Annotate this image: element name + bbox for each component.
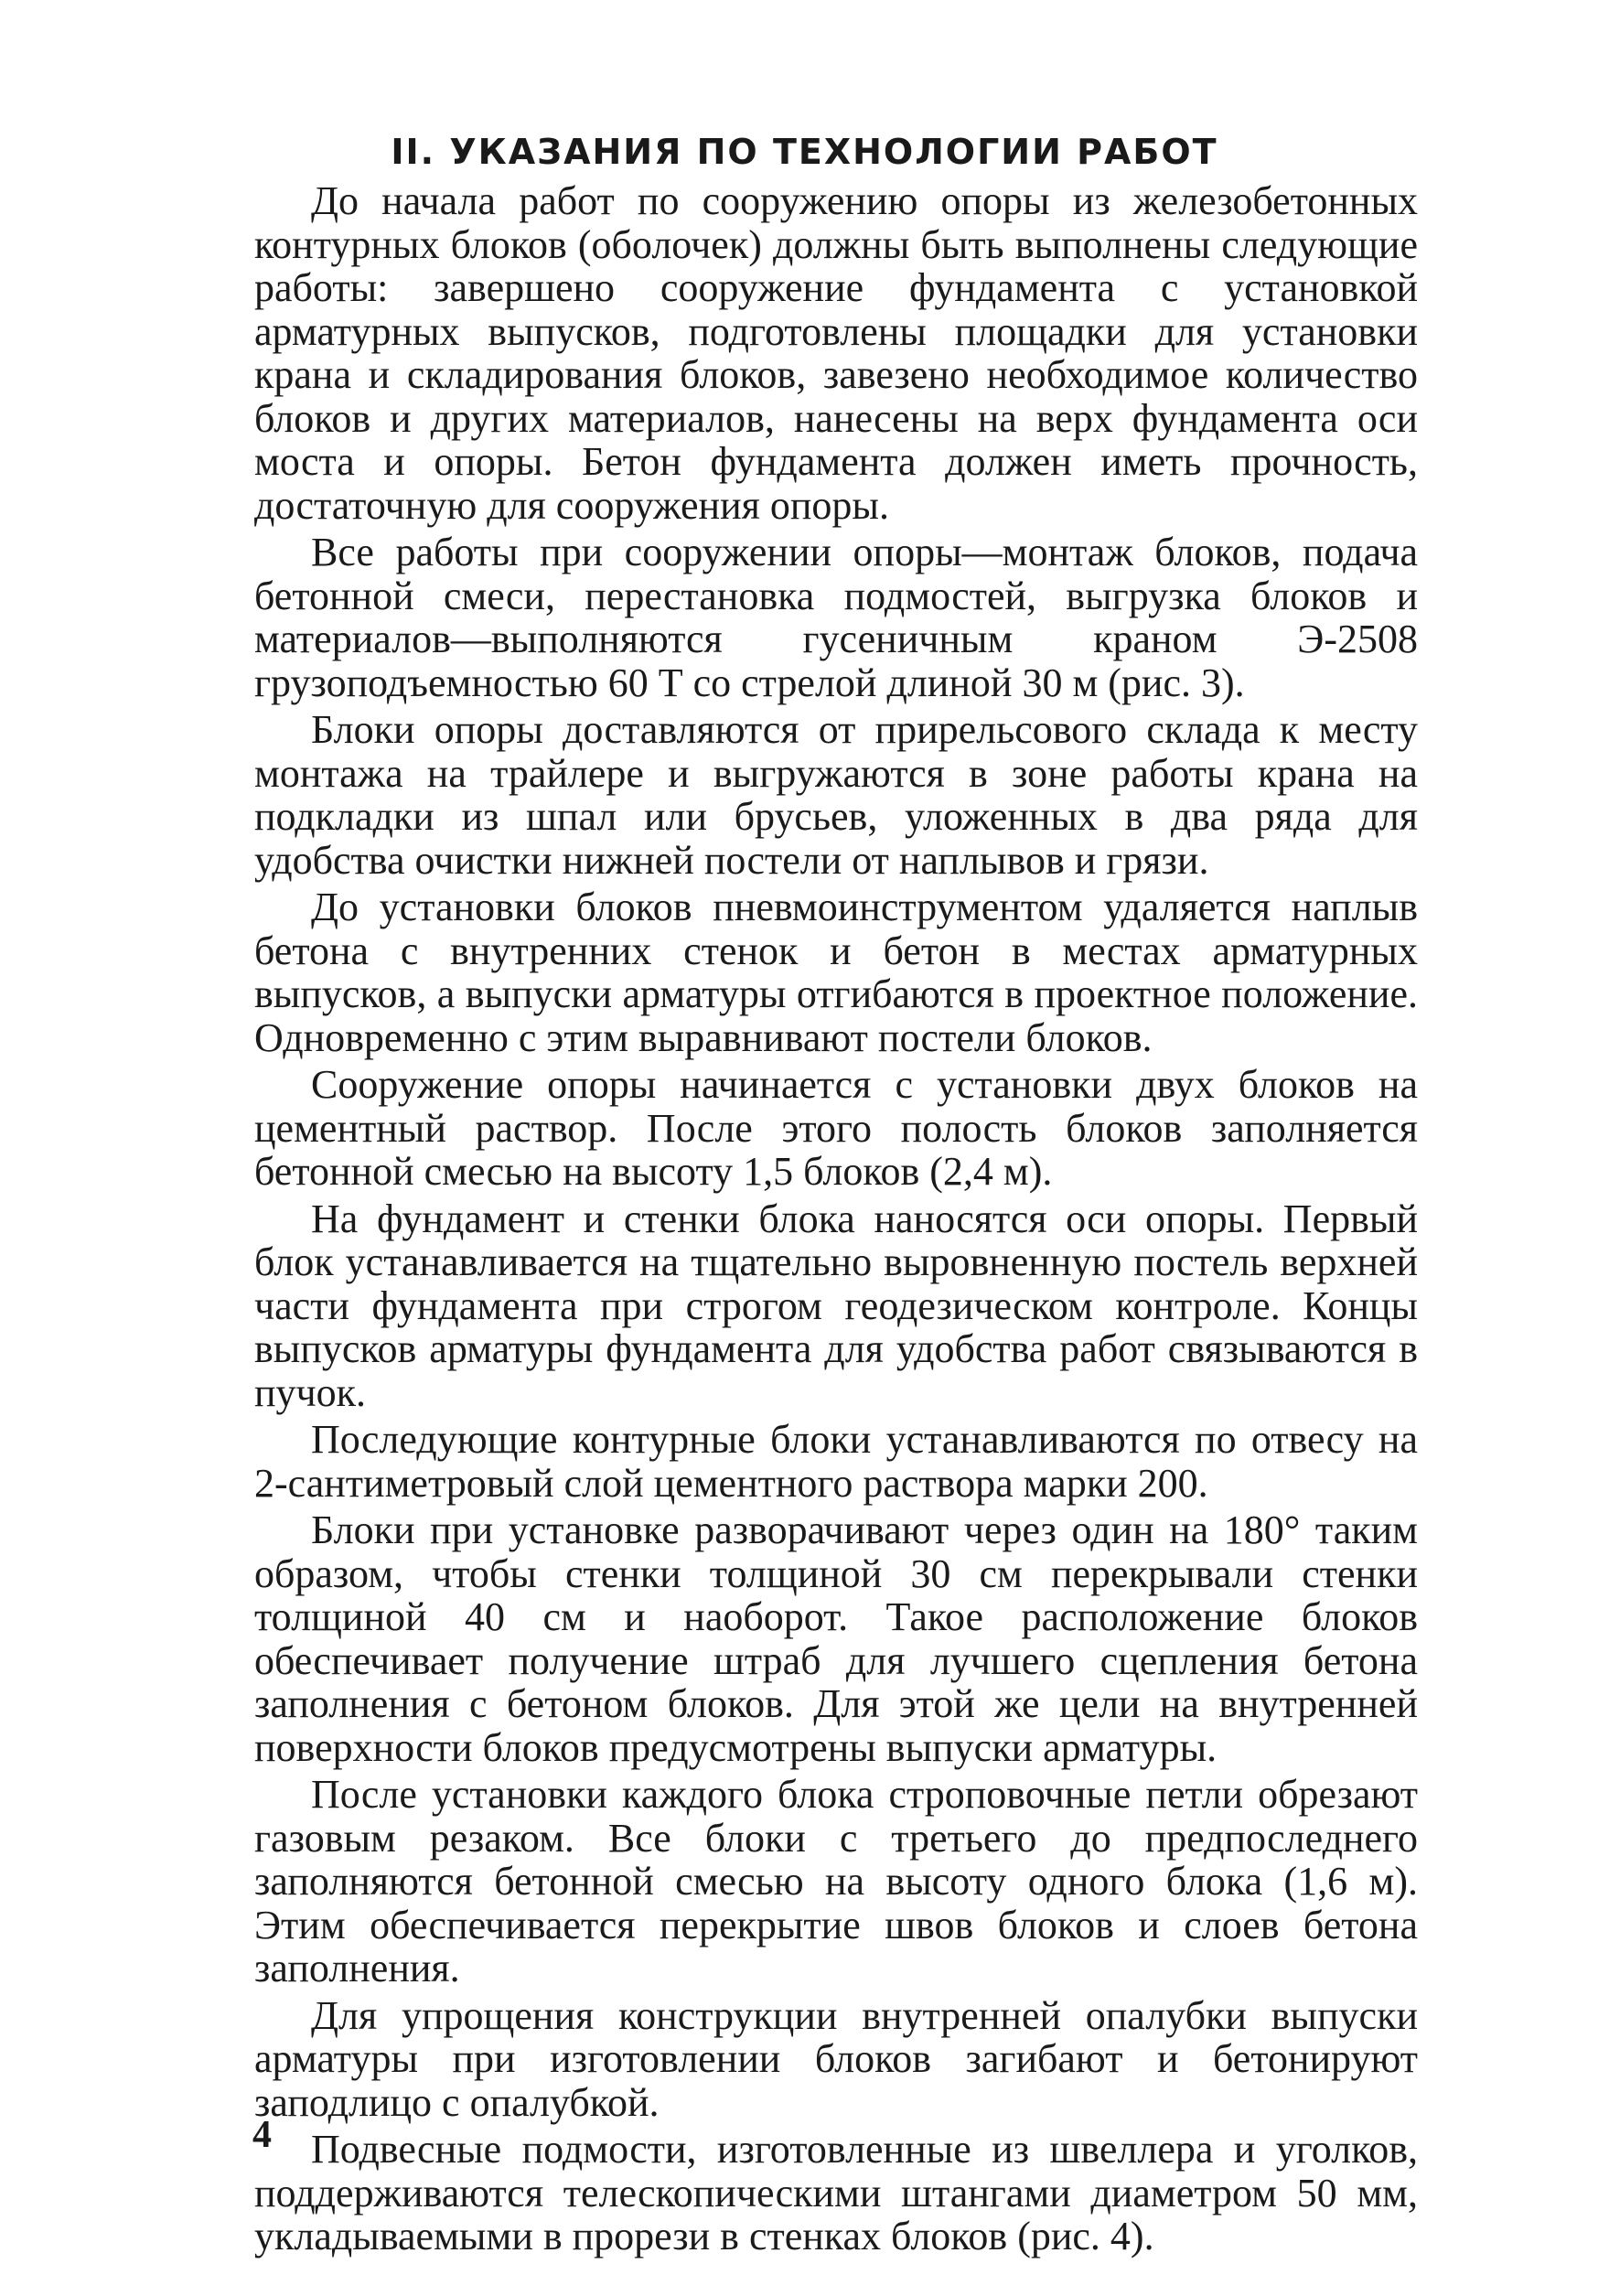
- paragraph: Блоки при установке разворачивают через один на 180° таким образом, чтобы стенки толщиной 30 см перекрывали стенки толщиной 40 см и наоборот. Такое расположение блоков обеспечивает получение штраб для лучшего сцепления бетона заполнения с бетоном блоков. Для этой же цели на внутренней поверхности блоков предусмотрены выпуски арматуры.: [254, 1507, 1418, 1770]
- paragraph: Для упрощения конструкции внутренней опалубки выпуски арматуры при изготовлении блоков загибают и бетонируют заподлицо с опалубкой.: [254, 1992, 1418, 2125]
- section-heading: II. УКАЗАНИЯ ПО ТЕХНОЛОГИИ РАБОТ: [391, 132, 1218, 172]
- paragraph: До начала работ по сооружению опоры из железобетонных контурных блоков (оболочек) должны быть выполнены следующие работы: завершено сооружение фундамента с установкой арматурных выпусков, подготовлены площадки для установки крана и складирования блоков, завезено необходимое количество блоков и других материалов, нанесены на верх фундамента оси моста и опоры. Бетон фундамента должен иметь прочность, достаточную для сооружения опоры.: [254, 178, 1418, 528]
- page-number: 4: [252, 2114, 272, 2156]
- paragraph: До установки блоков пневмоинструментом удаляется наплыв бетона с внутренних стенок и бетон в местах арматурных выпусков, а выпуски арматуры отгибаются в проектное положение. Одновременно с этим выравнивают постели блоков.: [254, 885, 1418, 1060]
- paragraph: Последующие контурные блоки устанавливаются по отвесу на 2-сантиметровый слой цементного раствора марки 200.: [254, 1417, 1418, 1506]
- paragraph: Блоки опоры доставляются от прирельсового склада к месту монтажа на трайлере и выгружаются в зоне работы крана на подкладки из шпал или брусьев, уложенных в два ряда для удобства очистки нижней постели от наплывов и грязи.: [254, 707, 1418, 883]
- paragraph: Подвесные подмости, изготовленные из швеллера и уголков, поддерживаются телескопическими штангами диаметром 50 мм, укладываемыми в прорези в стенках блоков (рис. 4).: [254, 2127, 1418, 2258]
- body-text: [254, 179, 1418, 2262]
- paragraph: Все работы при сооружении опоры—монтаж блоков, подача бетонной смеси, перестановка подмостей, выгрузка блоков и материалов—выполняются гусеничным краном Э-2508 грузоподъемностью 60 Т со стрелой длиной 30 м (рис. 3).: [254, 530, 1418, 705]
- paragraph: После установки каждого блока строповочные петли обрезают газовым резаком. Все блоки с третьего до предпоследнего заполняются бетонной смесью на высоту одного блока (1,6 м). Этим обеспечивается перекрытие швов блоков и слоев бетона заполнения.: [254, 1772, 1418, 1990]
- paragraph: На фундамент и стенки блока наносятся оси опоры. Первый блок устанавливается на тщательно выровненную постель верхней части фундамента при строгом геодезическом контроле. Концы выпусков арматуры фундамента для удобства работ связываются в пучок.: [254, 1196, 1418, 1415]
- paragraph: Сооружение опоры начинается с установки двух блоков на цементный раствор. После этого полость блоков заполняется бетонной смесью на высоту 1,5 блоков (2,4 м).: [254, 1062, 1418, 1194]
